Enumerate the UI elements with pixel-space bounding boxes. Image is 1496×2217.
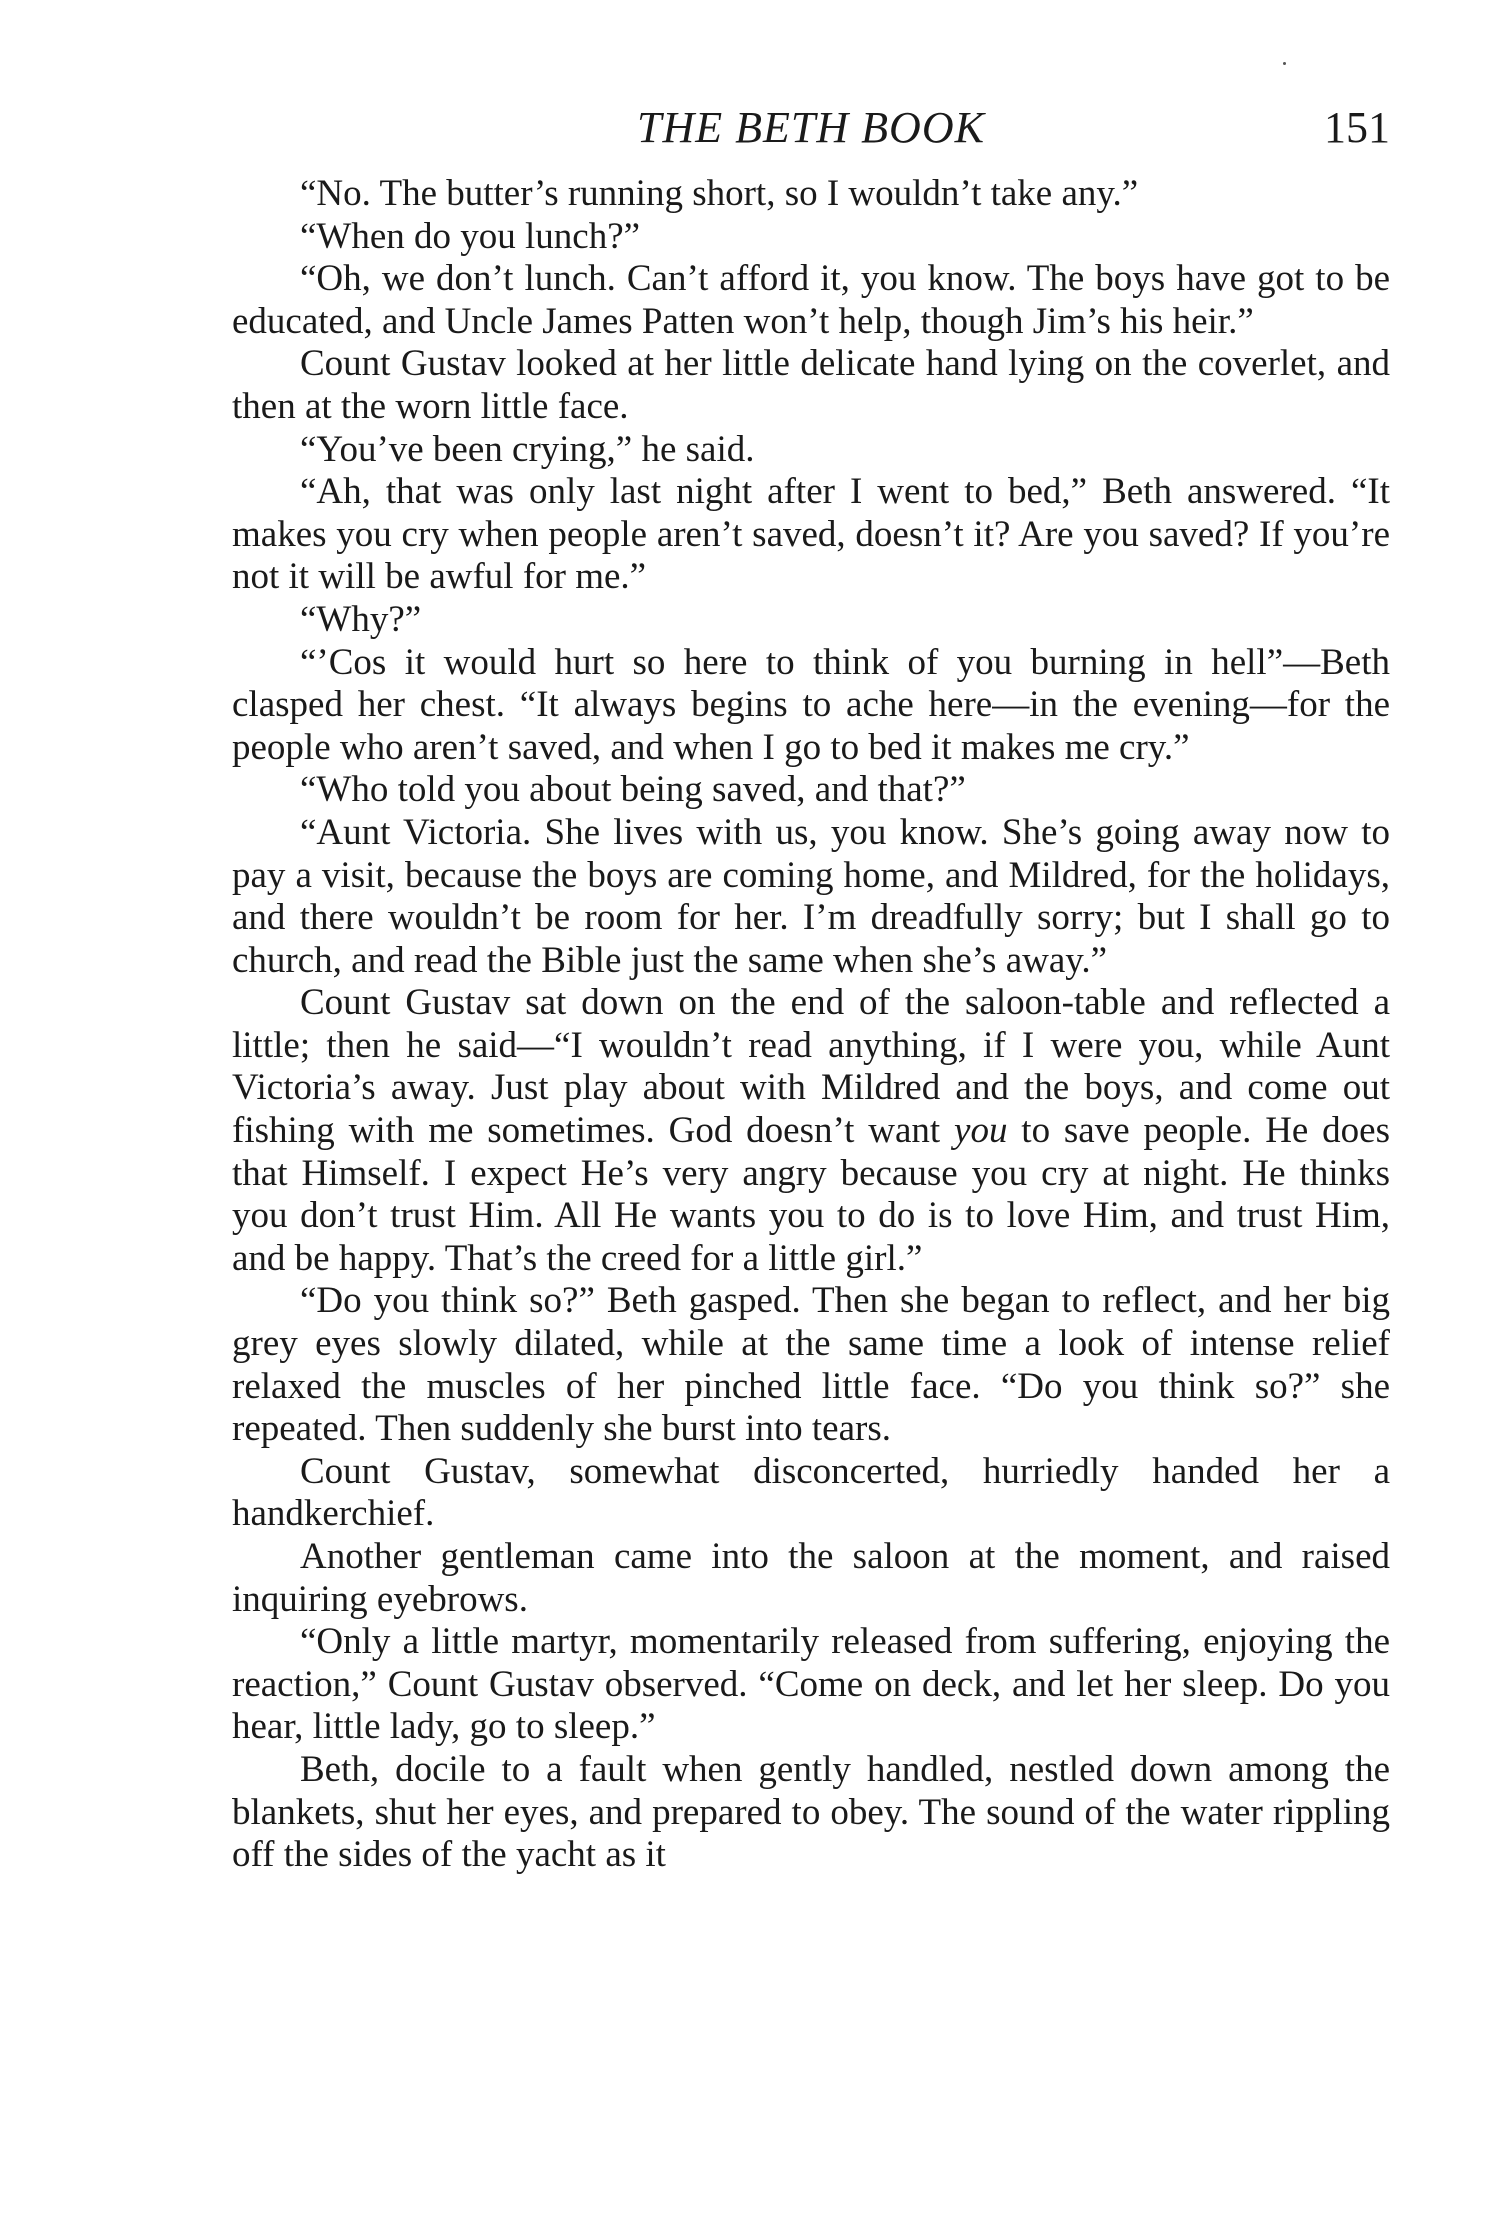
paragraph: “’Cos it would hurt so here to think of you burning in hell”—Beth clasped her chest. “It always begins to ache here—in the evening—for the people who aren’t saved, and when I go to bed it makes me cry.” <box>232 641 1390 768</box>
paragraph: “Aunt Victoria. She lives with us, you know. She’s going away now to pay a visit, because the boys are coming home, and Mildred, for the holidays, and there wouldn’t be room for her. I’m dreadfully sorry; but I shall go to church, and read the Bible just the same when she’s away.” <box>232 811 1390 981</box>
paragraph-with-emphasis <box>232 982 1390 1280</box>
emphasized-word: you <box>954 1110 1008 1152</box>
paragraph: Count Gustav, somewhat disconcerted, hurriedly handed her a handkerchief. <box>232 1450 1390 1535</box>
paragraph: “When do you lunch?” <box>300 215 641 257</box>
page-number: 151 <box>1324 103 1390 152</box>
paragraph: “You’ve been crying,” he said. <box>300 428 755 470</box>
paragraph: Count Gustav looked at her little delicate hand lying on the coverlet, and then at the worn little face. <box>232 343 1390 427</box>
paragraph: Another gentleman came into the saloon at the moment, and raised inquiring eyebrows. <box>232 1536 1390 1620</box>
paragraph: “Only a little martyr, momentarily released from suffering, enjoying the reaction,” Count Gustav observed. “Come on deck, and let her sleep. Do you hear, little lady, go to sleep.” <box>232 1621 1390 1748</box>
paragraph: Beth, docile to a fault when gently handled, nestled down among the blankets, shut her eyes, and prepared to obey. The sound of the water rippling off the sides of the yacht as it <box>232 1748 1390 1876</box>
page-header <box>232 98 1390 158</box>
running-title: THE BETH BOOK <box>637 103 985 152</box>
paragraph: “Who told you about being saved, and that?” <box>300 769 966 811</box>
paper-speck <box>1283 62 1286 65</box>
paragraph: “Do you think so?” Beth gasped. Then she began to reflect, and her big grey eyes slowly dilated, while at the same time a look of intense relief relaxed the muscles of her pinched little face. “Do you think so?” she repeated. Then suddenly she burst into tears. <box>232 1280 1390 1450</box>
paragraph-text: Count Gustav sat down on the end of the saloon-table and reflected a little; then he said—“I wouldn’t read anything, if I were you, while Aunt Victoria’s away. Just play about with Mildred and the boys, and come out fishing with me sometimes. God doesn’t want <box>232 982 1390 1152</box>
paragraph: “Ah, that was only last night after I went to bed,” Beth answered. “It makes you cry when people aren’t saved, doesn’t it? Are you saved? If you’re not it will be awful for me.” <box>232 471 1390 598</box>
body-text <box>232 173 1390 1877</box>
paragraph: “Oh, we don’t lunch. Can’t afford it, you know. The boys have got to be educated, and Uncle James Patten won’t help, though Jim’s his heir.” <box>232 258 1390 342</box>
paragraph: “Why?” <box>300 598 422 640</box>
paragraph-text: to save people. He does that Himself. I expect He’s very angry because you cry at night. He thinks you don’t trust Him. All He wants you to do is to love Him, and trust Him, and be happy. That’s the creed for a little girl.” <box>232 1110 1390 1279</box>
paragraph: “No. The butter’s running short, so I wouldn’t take any.” <box>300 173 1139 214</box>
